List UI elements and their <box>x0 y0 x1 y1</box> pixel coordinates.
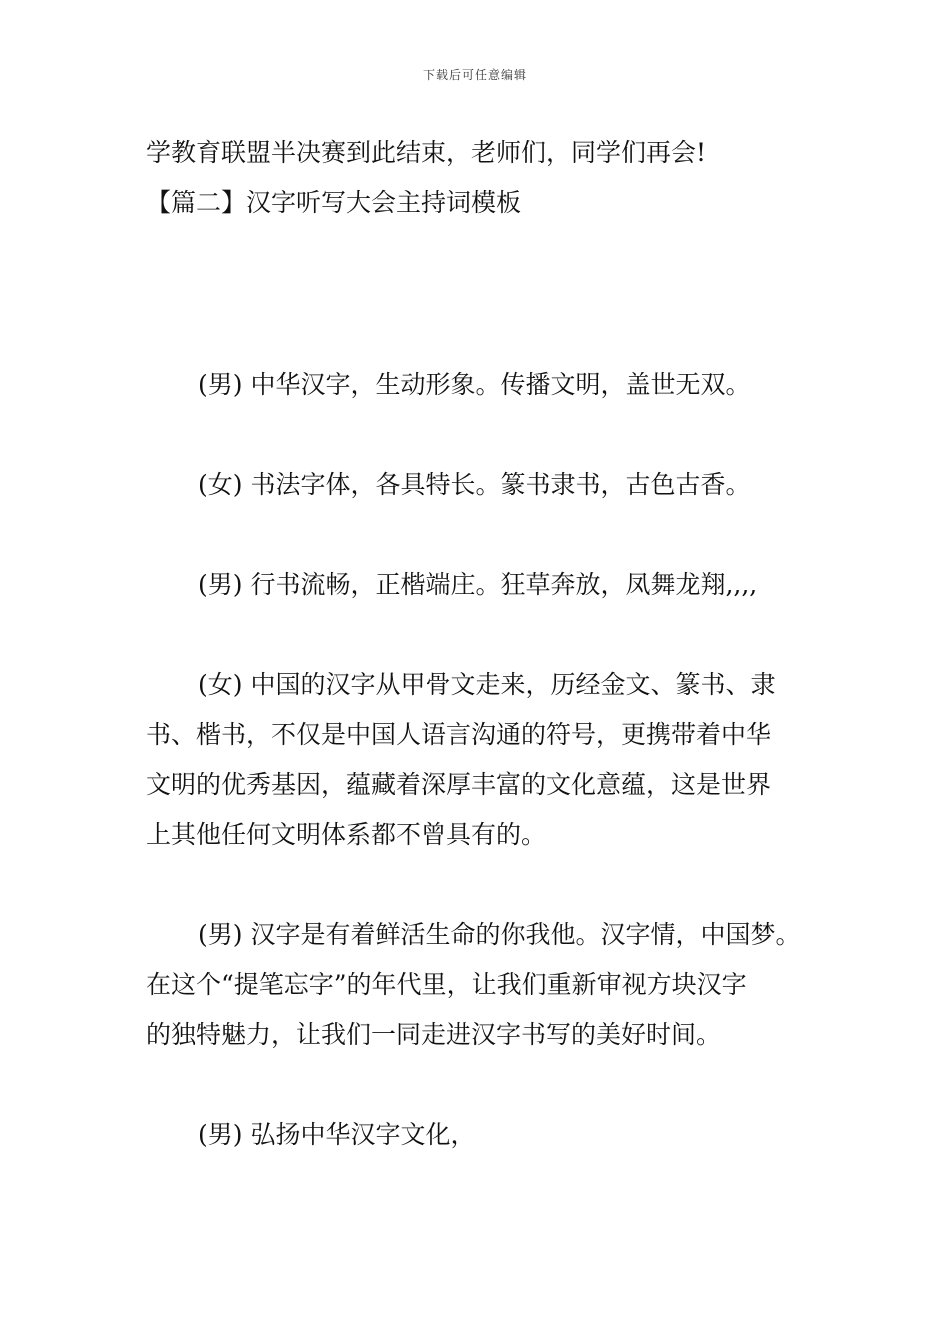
document-body <box>146 128 826 1160</box>
paragraph-line: 在这个“提笔忘字”的年代里，让我们重新审视方块汉字 <box>146 970 747 999</box>
paragraph-line: 上其他任何文明体系都不曾具有的。 <box>146 820 547 849</box>
closing-line: 学教育联盟半决赛到此结束，老师们，同学们再会! <box>146 138 707 167</box>
paragraph-5 <box>146 910 826 1060</box>
paragraph-line: 书、楷书，不仅是中国人语言沟通的符号，更携带着中华 <box>146 720 772 749</box>
paragraph-4 <box>146 660 826 860</box>
paragraph-line: 的独特魅力，让我们一同走进汉字书写的美好时间。 <box>146 1020 722 1049</box>
paragraph-line: (女) 中国的汉字从甲骨文走来，历经金文、篆书、隶 <box>198 670 776 699</box>
paragraph-line: (男) 汉字是有着鲜活生命的你我他。汉字情，中国梦。 <box>198 920 801 949</box>
paragraph-line: (女) 书法字体，各具特长。篆书隶书，古色古香。 <box>198 470 751 499</box>
paragraph-1 <box>146 360 826 410</box>
section-heading: 【篇二】汉字听写大会主持词模板 <box>146 188 522 217</box>
paragraph-line: (男) 弘扬中华汉字文化， <box>198 1120 476 1149</box>
paragraph-2 <box>146 460 826 510</box>
paragraph-line: (男) 中华汉字，生动形象。传播文明，盖世无双。 <box>198 370 751 399</box>
paragraph-3 <box>146 560 826 610</box>
paragraph-line: (男) 行书流畅，正楷端庄。狂草奔放，凤舞龙翔,,,, <box>198 570 758 599</box>
page-header-note: 下载后可任意编辑 <box>422 68 527 82</box>
paragraph-line: 文明的优秀基因，蕴藏着深厚丰富的文化意蕴，这是世界 <box>146 770 772 799</box>
paragraph-6 <box>146 1110 826 1160</box>
